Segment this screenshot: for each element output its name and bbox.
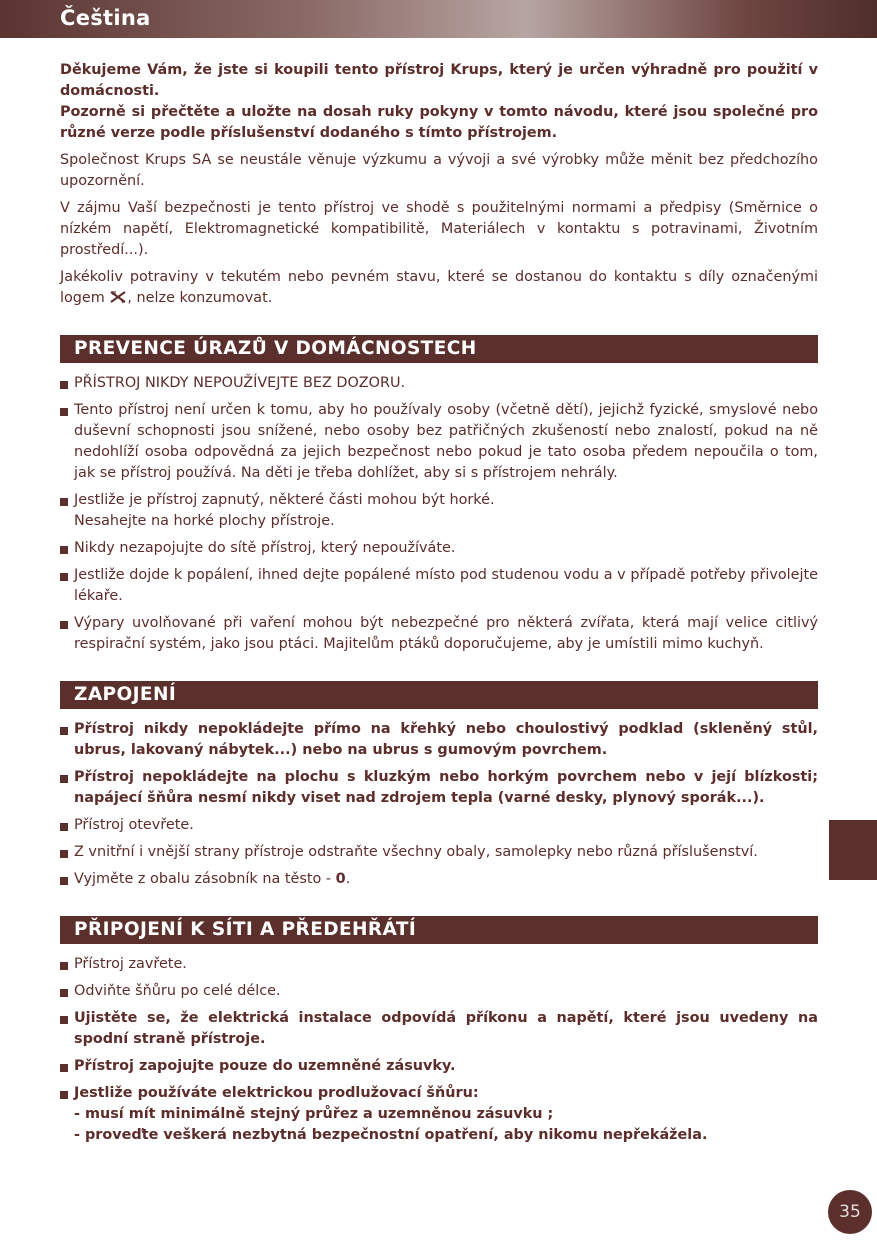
list-item (60, 1083, 818, 1146)
list-item: Přístroj otevřete. (60, 815, 818, 836)
list-item: Nikdy nezapojujte do sítě přístroj, který nepoužíváte. (60, 538, 818, 559)
safety-list (60, 373, 818, 655)
section-header-safety: PREVENCE ÚRAZŮ V DOMÁCNOSTECH (60, 335, 818, 363)
intro-company-note: Společnost Krups SA se neustále věnuje výzkumu a vývoji a své výrobky může měnit bez předchozího upozornění. (60, 152, 818, 189)
list-item: Výpary uvolňované při vaření mohou být nebezpečné pro některá zvířata, která mají velice citlivý respirační systém, jako jsou ptáci. Majitelům ptáků doporučujeme, aby je umístili mimo kuchyň. (60, 613, 818, 655)
list-item: Přístroj nikdy nepokládejte přímo na křehký nebo choulostivý podklad (skleněný stůl, ubrus, lakovaný nábytek...) nebo na ubrus s gumovým povrchem. (60, 719, 818, 761)
period: . (345, 871, 351, 887)
list-item: Ujistěte se, že elektrická instalace odpovídá příkonu a napětí, které jsou uvedeny na spodní straně přístroje. (60, 1008, 818, 1050)
intro-read-instructions: Pozorně si přečtěte a uložte na dosah ruky pokyny v tomto návodu, které jsou společné pro různé verze podle příslušenství dodaného s tímto přístrojem. (60, 104, 818, 141)
food-contact-text-end: , nelze konzumovat. (127, 290, 273, 306)
list-item: Tento přístroj není určen k tomu, aby ho používaly osoby (včetně dětí), jejichž fyzické, smyslové nebo duševní schopnosti jsou snížené, nebo osoby bez patřičných zkušeností nebo znalostí, pokud na ně nedohlíží osoba odpovědná za jejich bezpečnost nebo pokud je tato osoba předem nepoučila o tom, jak se přístroj používá. Na děti je třeba dohlížet, aby si s přístrojem nehrály. (60, 400, 818, 484)
no-food-contact-icon (109, 290, 127, 304)
list-item: Jestliže dojde k popálení, ihned dejte popálené místo pod studenou vodu a v případě potřeby přivolejte lékaře. (60, 565, 818, 607)
page-number: 35 (828, 1190, 872, 1234)
section-header-setup: ZAPOJENÍ (60, 681, 818, 709)
list-item: Z vnitřní i vnější strany přístroje odstraňte všechny obaly, samolepky nebo různá příslušenství. (60, 842, 818, 863)
intro-safety-norms: V zájmu Vaší bezpečnosti je tento přístroj ve shodě s použitelnými normami a předpisy (Směrnice o nízkém napětí, Elektromagnetické kompatibilitě, Materiálech v kontaktu s potravinami, Životním prostředí...). (60, 200, 818, 258)
intro (60, 60, 818, 309)
extension-cord-rule-1: - musí mít minimálně stejný průřez a uzemněnou zásuvku ; (74, 1106, 554, 1122)
list-item: Odviňte šňůru po celé délce. (60, 981, 818, 1002)
setup-list (60, 719, 818, 890)
extension-cord-line: Jestliže používáte elektrickou prodlužovací šňůru: (74, 1085, 479, 1101)
section-header-power: PŘIPOJENÍ K SÍTI A PŘEDEHŘÁTÍ (60, 916, 818, 944)
list-item: PŘÍSTROJ NIKDY NEPOUŽÍVEJTE BEZ DOZORU. (60, 373, 818, 394)
remove-tank-text: Vyjměte z obalu zásobník na těsto - (74, 871, 332, 887)
list-item (60, 869, 818, 890)
language-title: Čeština (60, 6, 151, 30)
power-list (60, 954, 818, 1146)
list-item: Přístroj nepokládejte na plochu s kluzkým nebo horkým povrchem nebo v její blízkosti; napájecí šňůra nesmí nikdy viset nad zdrojem tepla (varné desky, plynový sporák...). (60, 767, 818, 809)
language-banner (0, 0, 877, 38)
food-contact-text: Jakékoliv potraviny v tekutém nebo pevném stavu, které se dostanou do kontaktu s díly označenými logem (60, 269, 818, 306)
list-item (60, 490, 818, 532)
hot-parts-line: Jestliže je přístroj zapnutý, některé části mohou být horké. (74, 492, 495, 508)
hot-surface-line: Nesahejte na horké plochy přístroje. (74, 513, 335, 529)
intro-food-contact (60, 267, 818, 309)
extension-cord-rule-2: - proveďte veškerá nezbytná bezpečnostní opatření, aby nikomu nepřekážela. (74, 1127, 708, 1143)
tank-reference: 0 (335, 871, 346, 887)
list-item: Přístroj zavřete. (60, 954, 818, 975)
list-item: Přístroj zapojujte pouze do uzemněné zásuvky. (60, 1056, 818, 1077)
side-tab-marker (829, 820, 877, 880)
intro-thanks: Děkujeme Vám, že jste si koupili tento přístroj Krups, který je určen výhradně pro použití v domácnosti. (60, 62, 818, 99)
page-content (60, 60, 818, 1152)
